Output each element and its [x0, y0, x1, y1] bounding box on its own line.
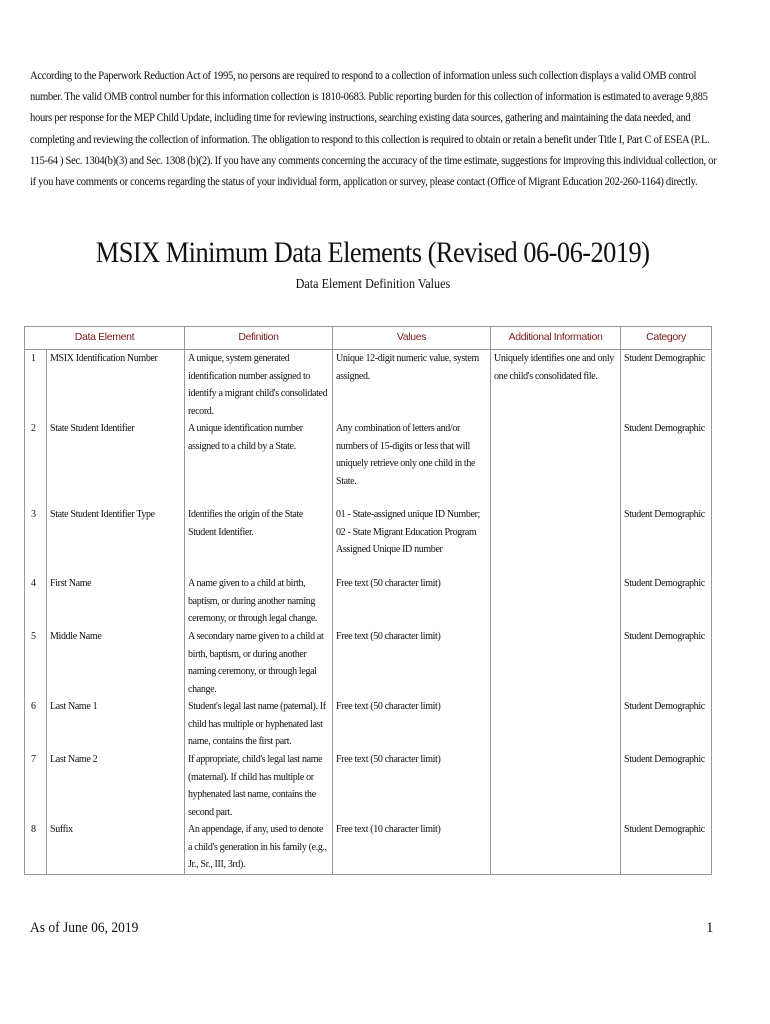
- row-element: State Student Identifier Type: [47, 506, 185, 575]
- row-additional: [491, 575, 621, 628]
- table-row: [25, 350, 712, 421]
- row-element: Suffix: [47, 821, 185, 874]
- row-values: Free text (10 character limit): [333, 821, 491, 874]
- row-additional: [491, 420, 621, 506]
- row-definition: If appropriate, child's legal last name (maternal). If child has multiple or hyphenated last name, contains the second part.: [185, 751, 333, 821]
- row-number: 7: [25, 751, 47, 821]
- table-row: [25, 698, 712, 751]
- row-additional: [491, 821, 621, 874]
- row-element: MSIX Identification Number: [47, 350, 185, 421]
- header-additional-information: Additional Information: [491, 327, 621, 350]
- header-data-element: Data Element: [25, 327, 185, 350]
- page-subtitle: [0, 276, 746, 292]
- header-values: Values: [333, 327, 491, 350]
- table-row: [25, 821, 712, 874]
- row-values: Free text (50 character limit): [333, 575, 491, 628]
- footer-date: [30, 920, 150, 937]
- table-row: [25, 575, 712, 628]
- row-category: Student Demographic: [621, 420, 712, 506]
- row-element: Last Name 1: [47, 698, 185, 751]
- table-row: [25, 751, 712, 821]
- row-number: 6: [25, 698, 47, 751]
- footer-date-text: As of June 06, 2019: [30, 920, 139, 936]
- page-title: [0, 236, 746, 270]
- row-values: Free text (50 character limit): [333, 628, 491, 698]
- row-category: Student Demographic: [621, 506, 712, 575]
- row-element: First Name: [47, 575, 185, 628]
- row-element: State Student Identifier: [47, 420, 185, 506]
- row-definition: Student's legal last name (paternal). If child has multiple or hyphenated last name, contains the first part.: [185, 698, 333, 751]
- row-values: 01 - State-assigned unique ID Number; 02 - State Migrant Education Program Assigned Unique ID number: [333, 506, 491, 575]
- row-number: 8: [25, 821, 47, 874]
- row-definition: A secondary name given to a child at birth, baptism, or during another naming ceremony, or through legal change.: [185, 628, 333, 698]
- row-number: 3: [25, 506, 47, 575]
- table-row: [25, 628, 712, 698]
- page-number: 1: [706, 920, 714, 936]
- row-number: 1: [25, 350, 47, 421]
- page-title-text: MSIX Minimum Data Elements (Revised 06-06-2019): [96, 236, 650, 269]
- page-subtitle-text: Data Element Definition Values: [295, 276, 451, 291]
- row-category: Student Demographic: [621, 698, 712, 751]
- row-additional: Uniquely identifies one and only one child's consolidated file.: [491, 350, 621, 421]
- paperwork-notice: According to the Paperwork Reduction Act of 1995, no persons are required to respond to a collection of information unless such collection displays a valid OMB control number. The valid OMB control number for this information collection is 1810-0683. Public reporting burden for this collection of information is estimated to average 9,885 hours per response for the MEP Child Update, including time for reviewing instructions, searching existing data sources, gathering and maintaining the data needed, and completing and reviewing the collection of information. The obligation to respond to this collection is required to obtain or retain a benefit under Title I, Part C of ESEA (P.L. 115-64 ) Sec. 1304(b)(3) and Sec. 1308 (b)(2). If you have any comments concerning the accuracy of the time estimate, suggestions for improving this individual collection, or if you have comments or concerns regarding the status of your individual form, application or survey, please contact (Office of Migrant Education 202-260-1164) directly.: [30, 70, 717, 189]
- table-row: [25, 420, 712, 506]
- header-category: Category: [621, 327, 712, 350]
- row-additional: [491, 751, 621, 821]
- row-number: 2: [25, 420, 47, 506]
- row-element: Last Name 2: [47, 751, 185, 821]
- row-category: Student Demographic: [621, 350, 712, 421]
- row-additional: [491, 628, 621, 698]
- row-number: 4: [25, 575, 47, 628]
- row-definition: A unique identification number assigned to a child by a State.: [185, 420, 333, 506]
- table-row: [25, 506, 712, 575]
- row-values: Free text (50 character limit): [333, 698, 491, 751]
- row-values: Any combination of letters and/or numbers of 15-digits or less that will uniquely retrieve only one child in the State.: [333, 420, 491, 506]
- row-number: 5: [25, 628, 47, 698]
- row-definition: A name given to a child at birth, baptism, or during another naming ceremony, or through legal change.: [185, 575, 333, 628]
- row-element: Middle Name: [47, 628, 185, 698]
- row-definition: A unique, system generated identification number assigned to identify a migrant child's consolidated record.: [185, 350, 333, 421]
- row-category: Student Demographic: [621, 575, 712, 628]
- row-values: Unique 12-digit numeric value, system assigned.: [333, 350, 491, 421]
- table-header-row: [25, 327, 712, 350]
- row-category: Student Demographic: [621, 821, 712, 874]
- header-definition: Definition: [185, 327, 333, 350]
- row-category: Student Demographic: [621, 628, 712, 698]
- row-values: Free text (50 character limit): [333, 751, 491, 821]
- row-additional: [491, 698, 621, 751]
- row-category: Student Demographic: [621, 751, 712, 821]
- data-elements-table: [24, 326, 712, 875]
- row-additional: [491, 506, 621, 575]
- row-definition: Identifies the origin of the State Student Identifier.: [185, 506, 333, 575]
- row-definition: An appendage, if any, used to denote a child's generation in his family (e.g., Jr., Sr., III, 3rd).: [185, 821, 333, 874]
